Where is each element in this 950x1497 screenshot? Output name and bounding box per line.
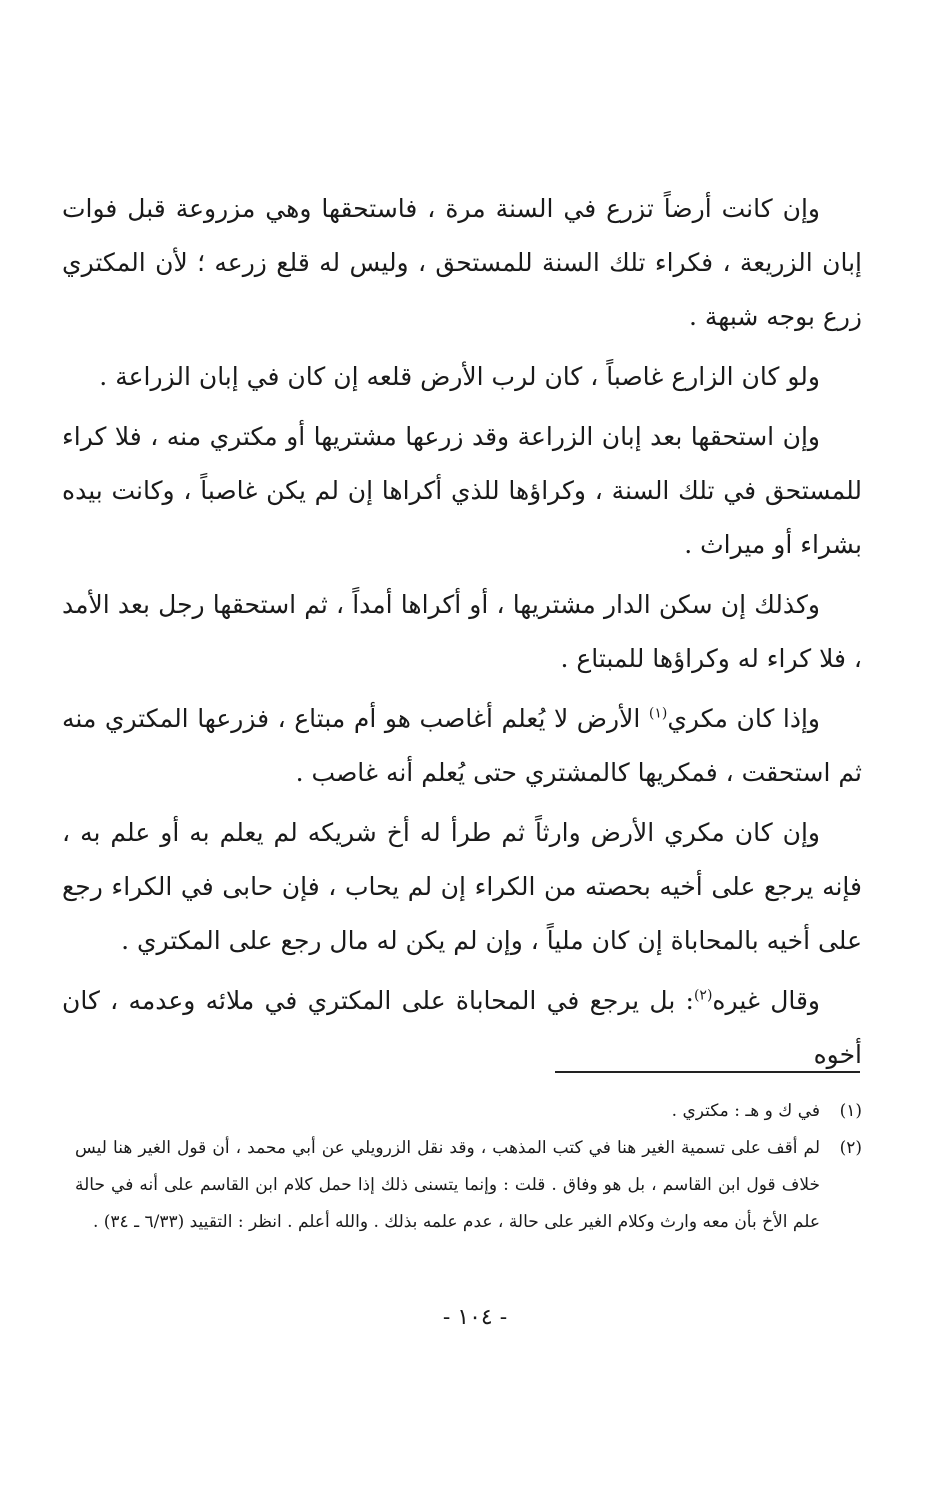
paragraph-text: وإن كانت أرضاً تزرع في السنة مرة ، فاستحقها وهي مزروعة قبل فوات إبان الزريعة ، فكراء تلك السنة للمستحق ، وليس له قلع زرعه ؛ لأن المكتري زرع بوجه شبهة .: [62, 194, 862, 331]
footnote: [75, 1093, 862, 1130]
footnote-separator: [555, 1071, 860, 1073]
footnote-number: (١): [839, 1101, 862, 1121]
paragraph-text: وكذلك إن سكن الدار مشتريها ، أو أكراها أمداً ، ثم استحقها رجل بعد الأمد ، فلا كراء له وكراؤها للمبتاع .: [62, 590, 862, 673]
paragraph-text: وإن كان مكري الأرض وارثاً ثم طرأ له أخ شريكه لم يعلم به أو علم به ، فإنه يرجع على أخيه بحصته من الكراء إن لم يحاب ، فإن حابى في الكراء رجع على أخيه بالمحاباة إن كان ملياً ، وإن لم يكن له مال رجع على المكتري .: [62, 818, 862, 955]
page-number: - ١٠٤ -: [442, 1305, 508, 1330]
paragraph: [62, 692, 862, 800]
paragraph: [62, 974, 862, 1082]
paragraph: [62, 578, 862, 686]
footnotes-section: [75, 1093, 862, 1241]
footnote-reference[interactable]: (١): [648, 705, 668, 722]
paragraph: [62, 410, 862, 572]
footnote: [75, 1130, 862, 1241]
paragraph: [62, 350, 862, 404]
paragraph: [62, 806, 862, 968]
paragraph: [62, 182, 862, 344]
footnote-text: في ك و هـ : مكتري .: [671, 1101, 820, 1121]
main-text: [62, 182, 862, 1088]
paragraph-text: وإذا كان مكري: [667, 704, 821, 733]
footnote-text: لم أقف على تسمية الغير هنا في كتب المذهب ، وقد نقل الزرويلي عن أبي محمد ، أن قول الغير هنا ليس خلاف قول ابن القاسم ، بل هو وفاق . قلت : وإنما يتسنى ذلك إذا حمل كلام ابن القاسم على أنه في حالة علم الأخ بأن معه وارث وكلام الغير على حالة ، عدم علمه بذلك . والله أعلم . انظر : التقييد (٦/٣٣ ـ ٣٤) .: [75, 1138, 820, 1232]
paragraph-text: الأرض لا يُعلم أغاصب هو أم مبتاع ، فزرعها المكتري منه ثم استحقت ، فمكريها كالمشتري حتى يُعلم أنه غاصب .: [62, 704, 862, 787]
footnote-number: (٢): [839, 1138, 862, 1158]
paragraph-text: ولو كان الزارع غاصباً ، كان لرب الأرض قلعه إن كان في إبان الزراعة .: [99, 362, 820, 391]
paragraph-text: وقال غيره: [712, 986, 820, 1015]
paragraph-text: : بل يرجع في المحاباة على المكتري في ملائه وعدمه ، كان أخوه: [62, 986, 862, 1069]
paragraph-text: وإن استحقها بعد إبان الزراعة وقد زرعها مشتريها أو مكتري منه ، فلا كراء للمستحق في تلك السنة ، وكراؤها للذي أكراها إن لم يكن غاصباً ، وكانت بيده بشراء أو ميراث .: [62, 422, 862, 559]
footnote-reference[interactable]: (٢): [693, 987, 713, 1004]
